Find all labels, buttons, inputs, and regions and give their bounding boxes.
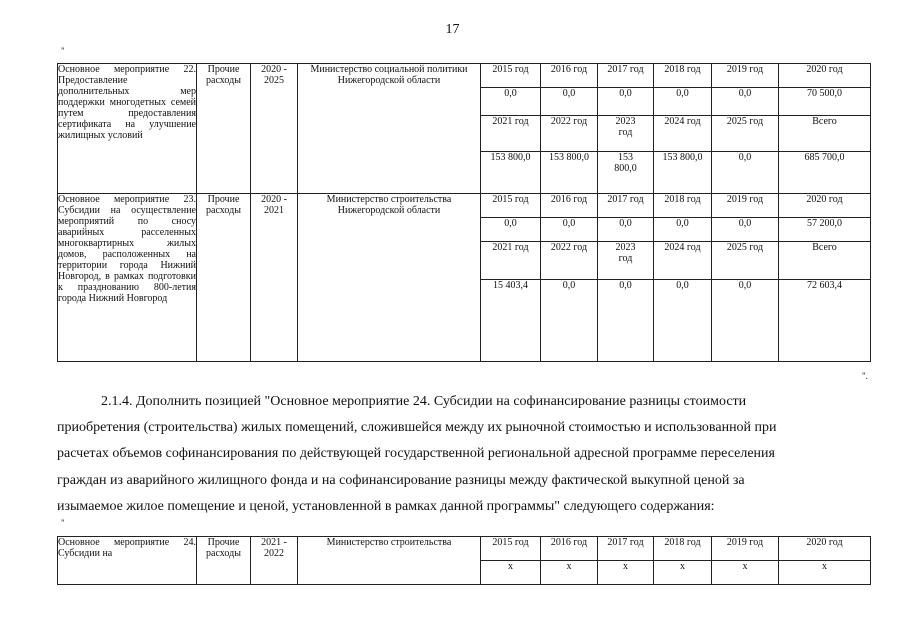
executor: Министерство строительства Нижегородской области (298, 194, 481, 362)
value-cell: 57 200,0 (779, 218, 871, 242)
table-row (58, 64, 871, 88)
value-cell: 685 700,0 (779, 152, 871, 194)
year-cell: 2019 год (712, 537, 779, 561)
paragraph-line: изымаемое жилое помещение и ценой, установленной в рамках данной программы" следующего содержания: (57, 498, 715, 514)
year-cell: 2018 год (654, 537, 712, 561)
year-cell: 2021 год (481, 242, 541, 280)
value-cell: 0,0 (541, 88, 598, 116)
year-cell: 2023 год (598, 242, 654, 280)
value-cell: 0,0 (712, 152, 779, 194)
year-cell: 2018 год (654, 64, 712, 88)
year-cell: 2017 год (598, 64, 654, 88)
value-cell: 0,0 (654, 88, 712, 116)
value-cell: 0,0 (654, 218, 712, 242)
value-cell: 0,0 (598, 280, 654, 362)
year-cell: 2015 год (481, 194, 541, 218)
expense-type: Прочие расходы (197, 537, 251, 585)
executor: Министерство социальной политики Нижегородской области (298, 64, 481, 194)
program-table-1 (57, 63, 871, 362)
expense-type: Прочие расходы (197, 194, 251, 362)
year-cell: 2023 год (598, 116, 654, 152)
year-cell: 2016 год (541, 537, 598, 561)
opening-quote: " (61, 518, 65, 528)
year-cell: 2020 год (779, 194, 871, 218)
value-cell: 0,0 (481, 218, 541, 242)
value-cell: 0,0 (654, 280, 712, 362)
value-cell: x (481, 561, 541, 585)
table-row (58, 194, 871, 218)
measure-description: Основное мероприятие 24. Субсидии на (58, 537, 197, 585)
value-cell: 153 800,0 (541, 152, 598, 194)
period: 2020 - 2025 (251, 64, 298, 194)
year-cell: 2022 год (541, 116, 598, 152)
value-cell: x (598, 561, 654, 585)
closing-quote: ". (862, 371, 868, 381)
year-cell: 2017 год (598, 194, 654, 218)
value-cell: 0,0 (541, 280, 598, 362)
value-cell: 15 403,4 (481, 280, 541, 362)
year-cell: 2020 год (779, 64, 871, 88)
year-cell: 2021 год (481, 116, 541, 152)
executor: Министерство строительства (298, 537, 481, 585)
value-cell: x (541, 561, 598, 585)
paragraph-line: приобретения (строительства) жилых помещений, сложившейся между их рыночной стоимостью и использованной при (57, 420, 777, 436)
measure-description: Основное мероприятие 23. Субсидии на осуществление мероприятий по сносу аварийных расселенных многоквартирных жилых домов, расположенных на территории города Нижний Новгород, в рамках подготовки к празднованию 800-летия города Нижний Новгород (58, 194, 197, 362)
year-cell: 2016 год (541, 194, 598, 218)
year-cell: 2016 год (541, 64, 598, 88)
year-cell: 2015 год (481, 64, 541, 88)
table-row (58, 537, 871, 561)
value-cell: 0,0 (712, 280, 779, 362)
value-cell: 0,0 (712, 218, 779, 242)
value-cell: 0,0 (481, 88, 541, 116)
year-cell: 2025 год (712, 242, 779, 280)
period: 2021 - 2022 (251, 537, 298, 585)
year-cell: 2017 год (598, 537, 654, 561)
opening-quote: " (61, 46, 65, 56)
program-table-2 (57, 536, 871, 585)
value-cell: 153 800,0 (598, 152, 654, 194)
value-cell: x (712, 561, 779, 585)
paragraph-line: граждан из аварийного жилищного фонда и на софинансирование разницы между фактической выкупной ценой за (57, 472, 745, 488)
value-cell: 0,0 (598, 218, 654, 242)
expense-type: Прочие расходы (197, 64, 251, 194)
value-cell: 0,0 (541, 218, 598, 242)
paragraph-line: 2.1.4. Дополнить позицией "Основное мероприятие 24. Субсидии на софинансирование разницы стоимости (101, 394, 747, 409)
value-cell: 0,0 (712, 88, 779, 116)
value-cell: 72 603,4 (779, 280, 871, 362)
year-cell: 2019 год (712, 194, 779, 218)
year-cell: 2024 год (654, 242, 712, 280)
paragraph-line: расчетах объемов софинансирования по действующей государственной региональной адресной программе переселения (57, 446, 775, 462)
year-cell: 2025 год (712, 116, 779, 152)
year-cell: 2019 год (712, 64, 779, 88)
year-cell: Всего (779, 116, 871, 152)
period: 2020 - 2021 (251, 194, 298, 362)
year-cell: 2020 год (779, 537, 871, 561)
value-cell: x (779, 561, 871, 585)
measure-description: Основное мероприятие 22. Предоставление дополнительных мер поддержки многодетных семей путем предоставления сертификата на улучшение жилищных условий (58, 64, 197, 194)
year-cell: Всего (779, 242, 871, 280)
year-cell: 2018 год (654, 194, 712, 218)
amendment-paragraph (57, 389, 870, 520)
year-cell: 2022 год (541, 242, 598, 280)
year-cell: 2024 год (654, 116, 712, 152)
page-number: 17 (445, 22, 460, 37)
value-cell: 70 500,0 (779, 88, 871, 116)
value-cell: 153 800,0 (654, 152, 712, 194)
year-cell: 2015 год (481, 537, 541, 561)
value-cell: x (654, 561, 712, 585)
value-cell: 153 800,0 (481, 152, 541, 194)
value-cell: 0,0 (598, 88, 654, 116)
